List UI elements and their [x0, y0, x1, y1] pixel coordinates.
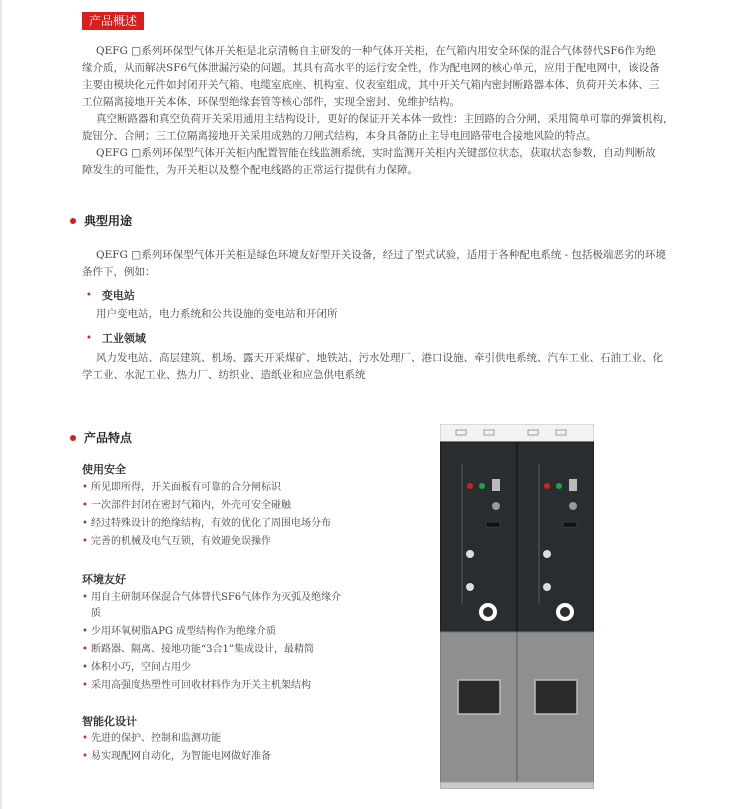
list-item: • 体积小巧，空间占用少 — [82, 662, 191, 673]
feature-list-safety — [82, 480, 351, 552]
usage-sub-text: 用户变电站，电力系统和公共设施的变电站和开闭所 — [96, 308, 338, 320]
overview-line: QEFG □系列环保型气体开关柜内配置智能在线监测系统，实时监测开关柜内关键部位状态，获取状态参数，自动判断故 — [96, 147, 656, 159]
usage-heading — [70, 212, 132, 229]
list-item: • 易实现配网自动化，为智能电网做好准备 — [82, 751, 271, 762]
red-bullet-icon — [70, 218, 76, 224]
usage-sub-text: 学工业、水泥工业、热力厂、纺织业、造纸业和应急供电系统 — [82, 369, 366, 381]
feature-group-title: 使用安全 — [82, 463, 126, 476]
feature-group-title: 智能化设计 — [82, 715, 137, 728]
feature-list-environment — [82, 590, 351, 696]
usage-sub-text: 风力发电站、高层建筑、机场、露天开采煤矿、地铁站、污水处理厂、港口设施、牵引供电系统、汽车工业、石油工业、化 — [96, 352, 663, 364]
list-item: • 少用环氧树脂APG 成型结构作为绝缘介质 — [82, 626, 277, 637]
list-item: • 所见即所得，开关面板有可靠的合分闸标识 — [82, 482, 281, 493]
list-item: • 采用高强度热塑性可回收材料作为开关主机架结构 — [82, 680, 311, 691]
overview-line: 旋钮分、合闸；三工位隔离接地开关采用成熟的刀闸式结构，本身具备防止主导电回路带电合接地风险的特点。 — [82, 130, 597, 142]
features-heading — [70, 429, 132, 446]
overview-title-tag: 产品概述 — [82, 12, 144, 30]
usage-intro-line: QEFG □系列环保型气体开关柜是绿色环境友好型开关设备，经过了型式试验，适用于各种配电系统 - 包括极端恶劣的环境 — [96, 249, 666, 261]
list-item: • 经过特殊设计的绝缘结构，有效的优化了周围电场分布 — [82, 518, 331, 529]
overview-line: 工位隔离接地开关本体、环保型绝缘套管等核心部件，实现全密封、免维护结构。 — [82, 96, 460, 108]
page-left-border — [0, 0, 2, 809]
usage-heading-text: 典型用途 — [84, 214, 133, 228]
features-heading-text: 产品特点 — [84, 431, 133, 445]
overview-line: 主要由模块化元件如封闭开关气箱、电缆室底座、机构室、仪表室组成，其中开关气箱内密封断路器本体、负荷开关本体、三 — [82, 79, 660, 91]
list-item: • 先进的保护、控制和监测功能 — [82, 733, 221, 744]
usage-sub-industry — [86, 330, 146, 346]
usage-sub-substation — [86, 287, 135, 303]
overview-line: QEFG □系列环保型气体开关柜是北京清畅自主研发的一种气体开关柜，在气箱内用安全环保的混合气体替代SF6作为绝 — [96, 45, 656, 57]
overview-line: 真空断路器和真空负荷开关采用通用主结构设计，更好的保证开关本体一致性：主回路的合分闸，采用简单可靠的弹簧机构， — [96, 113, 674, 125]
overview-line: 障发生的可能性，为开关柜以及整个配电线路的正常运行提供有力保障。 — [82, 164, 418, 176]
feature-group-title: 环境友好 — [82, 573, 126, 586]
usage-intro-line: 条件下，例如： — [82, 266, 156, 278]
usage-sub-title: 工业领域 — [101, 332, 146, 345]
feature-list-smart — [82, 731, 351, 767]
list-item: • 一次部件封闭在密封气箱内，外壳可安全碰触 — [82, 500, 291, 511]
star-bullet-icon: • — [86, 289, 92, 301]
list-item: • 断路器、隔离、接地功能“3合1”集成设计，最精简 — [82, 644, 314, 655]
switchgear-cabinet-image — [440, 424, 594, 789]
star-bullet-icon: • — [86, 332, 92, 344]
list-item: • 用自主研制环保混合气体替代SF6气体作为灭弧及绝缘介质 — [82, 592, 342, 619]
list-item: • 完善的机械及电气互锁，有效避免误操作 — [82, 536, 271, 547]
overview-line: 缘介质，从而解决SF6气体泄漏污染的问题。其具有高水平的运行安全性，作为配电网的核心单元，应用于配电网中，该设备 — [82, 62, 660, 74]
usage-sub-title: 变电站 — [101, 289, 135, 302]
red-bullet-icon — [70, 435, 76, 441]
